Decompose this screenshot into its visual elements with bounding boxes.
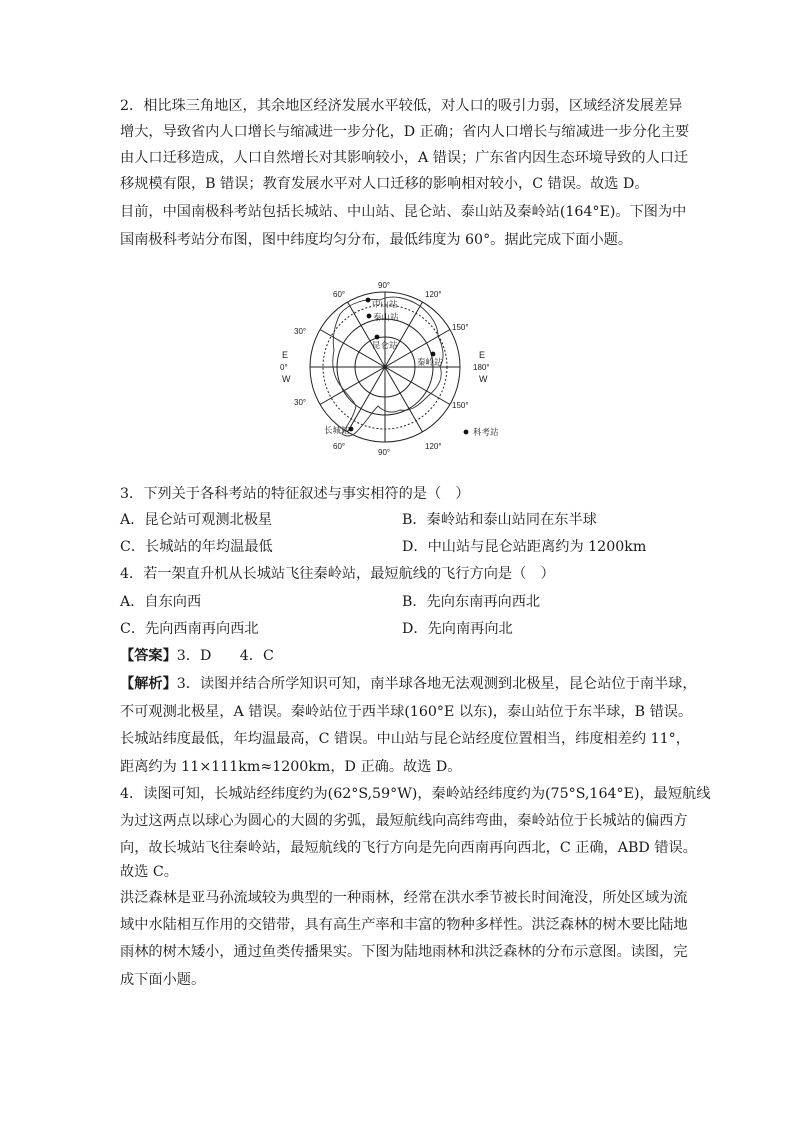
text-line: 增大，导致省内人口增长与缩减进一步分化，D 正确；省内人口增长与缩减进一步分化主要 <box>120 124 690 140</box>
text-line: 移规模有限，B 错误；教育发展水平对人口迁移的影响相对较小，C 错误。故选 D。 <box>120 176 649 192</box>
answer-text: 3．D 4．C <box>176 648 274 664</box>
text-line: 国南极科考站分布图，图中纬度均匀分布，最低纬度为 60°。据此完成下面小题。 <box>120 232 633 248</box>
text-line: 洪泛森林是亚马孙流域较为典型的一种雨林，经常在洪水季节被长时间淹没，所处区域为流 <box>120 890 688 906</box>
answer-line <box>120 646 688 666</box>
analysis-line: 向，故长城站飞往秦岭站，最短航线的飞行方向是先向西南再向西北，C 正确，ABD 错误。 <box>120 840 697 856</box>
analysis-text: 3．读图并结合所学知识可知，南半球各地无法观测到北极星，昆仑站位于南半球， <box>176 676 697 692</box>
analysis-label: 【解析】 <box>120 676 177 692</box>
lon-label-lr: 150° <box>452 401 469 410</box>
question-3-stem: 3．下列关于各科考站的特征叙述与事实相符的是（ ） <box>120 486 470 502</box>
text-line: 目前，中国南极科考站包括长城站、中山站、昆仑站、泰山站及秦岭站(164°E)。下图为中 <box>120 204 687 220</box>
text-line: 成下面小题。 <box>120 972 206 988</box>
q4-option-d[interactable]: D．先向南再向北 <box>402 621 513 637</box>
q3-option-d[interactable]: D．中山站与昆仑站距离约为 1200km <box>402 539 647 555</box>
q4-option-b[interactable]: B．先向东南再向西北 <box>402 594 541 610</box>
lon-label-tl: 60° <box>333 290 346 299</box>
qinling-station-label: 秦岭站 <box>417 357 443 367</box>
q3-option-c[interactable]: C．长城站的年均温最低 <box>120 539 273 555</box>
text-line: 由人口迁移造成，人口自然增长对其影响较小，A 错误；广东省内因生态环境导致的人口迁 <box>120 150 689 166</box>
lon-label-bottom: 90° <box>378 448 391 457</box>
changcheng-station-label: 长城站 <box>324 425 350 435</box>
lon-label-br: 120° <box>425 442 442 451</box>
lon-label-ul: 30° <box>294 327 307 336</box>
antarctic-station-map <box>280 262 520 474</box>
lon-label-right-e: E <box>479 350 486 360</box>
analysis-first-line <box>120 674 697 694</box>
analysis-line: 故选 C。 <box>120 864 178 880</box>
analysis-line: 距离约为 11×111km≈1200km，D 正确。故选 D。 <box>120 759 462 775</box>
q3-option-b[interactable]: B．秦岭站和泰山站同在东半球 <box>402 512 597 528</box>
analysis-line: 不可观测北极星，A 错误。秦岭站位于西半球(160°E 以东)，泰山站位于东半球，B 错误。 <box>120 704 693 720</box>
lon-label-top: 90° <box>378 281 391 290</box>
legend-label: 科考站 <box>473 427 499 437</box>
lon-label-right-w: W <box>479 374 488 384</box>
taishan-station-marker <box>367 314 372 319</box>
kunlun-station-label: 昆仑站 <box>372 340 398 350</box>
lon-label-left-e: E <box>282 350 289 360</box>
q4-option-c[interactable]: C．先向西南再向西北 <box>120 621 259 637</box>
text-line: 2．相比珠三角地区，其余地区经济发展水平较低，对人口的吸引力弱，区域经济发展差异 <box>120 98 683 114</box>
answer-label: 【答案】 <box>120 648 177 664</box>
lon-label-right-180: 180° <box>473 363 490 372</box>
legend-station-marker <box>464 430 469 435</box>
text-line: 雨林的树木矮小，通过鱼类传播果实。下图为陆地雨林和洪泛森林的分布示意图。读图，完 <box>120 944 688 960</box>
lon-label-bl: 60° <box>333 442 346 451</box>
analysis-line: 长城站纬度最低，年均温最高，C 错误。中山站与昆仑站经度位置相当，纬度相差约 11°， <box>120 731 690 747</box>
zhongshan-station-marker <box>366 298 371 303</box>
lon-label-left-w: W <box>282 374 291 384</box>
polar-projection-map <box>280 262 520 474</box>
lon-label-left-0: 0° <box>280 363 288 372</box>
taishan-station-label: 泰山站 <box>373 312 399 322</box>
q3-option-a[interactable]: A．昆仑站可观测北极星 <box>120 512 273 528</box>
kunlun-station-marker <box>375 335 380 340</box>
analysis-line: 为过这两点以球心为圆心的大圆的劣弧，最短航线向高纬弯曲，秦岭站位于长城站的偏西方 <box>120 813 688 829</box>
text-line: 域中水陆相互作用的交错带，具有高生产率和丰富的物种多样性。洪泛森林的树木要比陆地 <box>120 917 688 933</box>
qinling-station-marker <box>431 352 436 357</box>
zhongshan-station-label: 中山站 <box>372 299 398 309</box>
lon-label-tr: 120° <box>425 290 442 299</box>
q4-option-a[interactable]: A．自东向西 <box>120 594 202 610</box>
lon-label-ur: 150° <box>452 323 469 332</box>
question-4-stem: 4．若一架直升机从长城站飞往秦岭站，最短航线的飞行方向是（ ） <box>120 566 555 582</box>
lon-label-ll: 30° <box>294 398 307 407</box>
analysis-line: 4．读图可知，长城站经纬度约为(62°S,59°W)，秦岭站经纬度约为(75°S,164°E)，最短航线 <box>120 786 711 802</box>
